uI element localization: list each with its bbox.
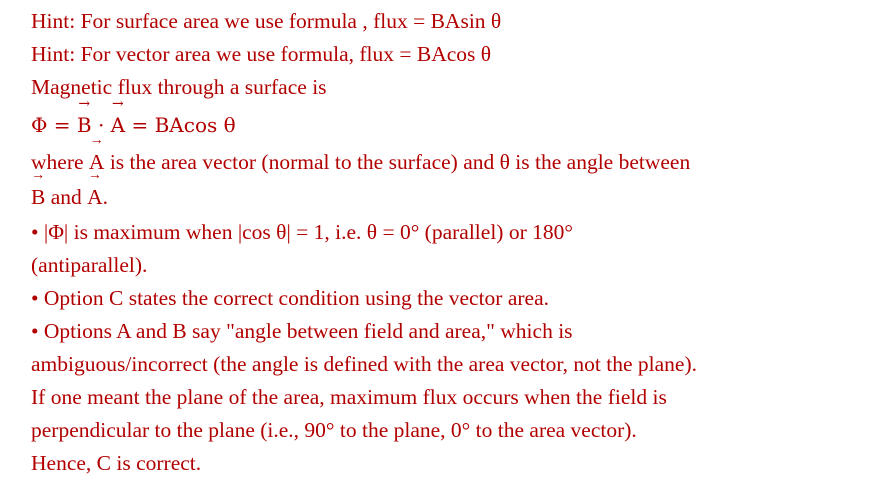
flux-equation	[31, 112, 236, 138]
bullet-maximum-condition: • |Φ| is maximum when |cos θ| = 1, i.e. θ = 0° (parallel) or 180°	[31, 220, 573, 244]
vector-b: → B	[77, 112, 92, 138]
phi-symbol: Φ	[31, 113, 48, 137]
where-line-2	[31, 184, 108, 210]
period: .	[102, 185, 109, 209]
bullet-options-a-b: • Options A and B say "angle between field and area," which is	[31, 319, 573, 343]
conclusion: Hence, C is correct.	[31, 451, 202, 475]
vector-a: → A	[89, 149, 105, 175]
where-line	[31, 149, 690, 175]
hint-surface-area: Hint: For surface area we use formula , flux = BAsin θ	[31, 9, 502, 33]
dot-operator: ·	[91, 113, 111, 137]
plane-note-cont: perpendicular to the plane (i.e., 90° to the plane, 0° to the area vector).	[31, 418, 637, 442]
equals-sign: =	[47, 113, 77, 137]
flux-intro: Magnetic flux through a surface is	[31, 75, 327, 99]
where-text: is the area vector (normal to the surface) and θ is the angle between	[104, 150, 691, 174]
equation-rhs: = BAcos θ	[125, 113, 236, 137]
vector-a: → A	[111, 112, 125, 138]
bullet-maximum-condition-cont: (antiparallel).	[31, 253, 148, 277]
hint-vector-area: Hint: For vector area we use formula, flux = BAcos θ	[31, 42, 492, 66]
bullet-option-c: • Option C states the correct condition using the vector area.	[31, 286, 549, 310]
vector-a: → A	[87, 184, 103, 210]
where-prefix: where	[31, 150, 89, 174]
plane-note: If one meant the plane of the area, maximum flux occurs when the field is	[31, 385, 667, 409]
vector-b: → B	[31, 184, 45, 210]
and-text: and	[45, 185, 88, 209]
bullet-options-a-b-cont: ambiguous/incorrect (the angle is defined with the area vector, not the plane).	[31, 352, 697, 376]
